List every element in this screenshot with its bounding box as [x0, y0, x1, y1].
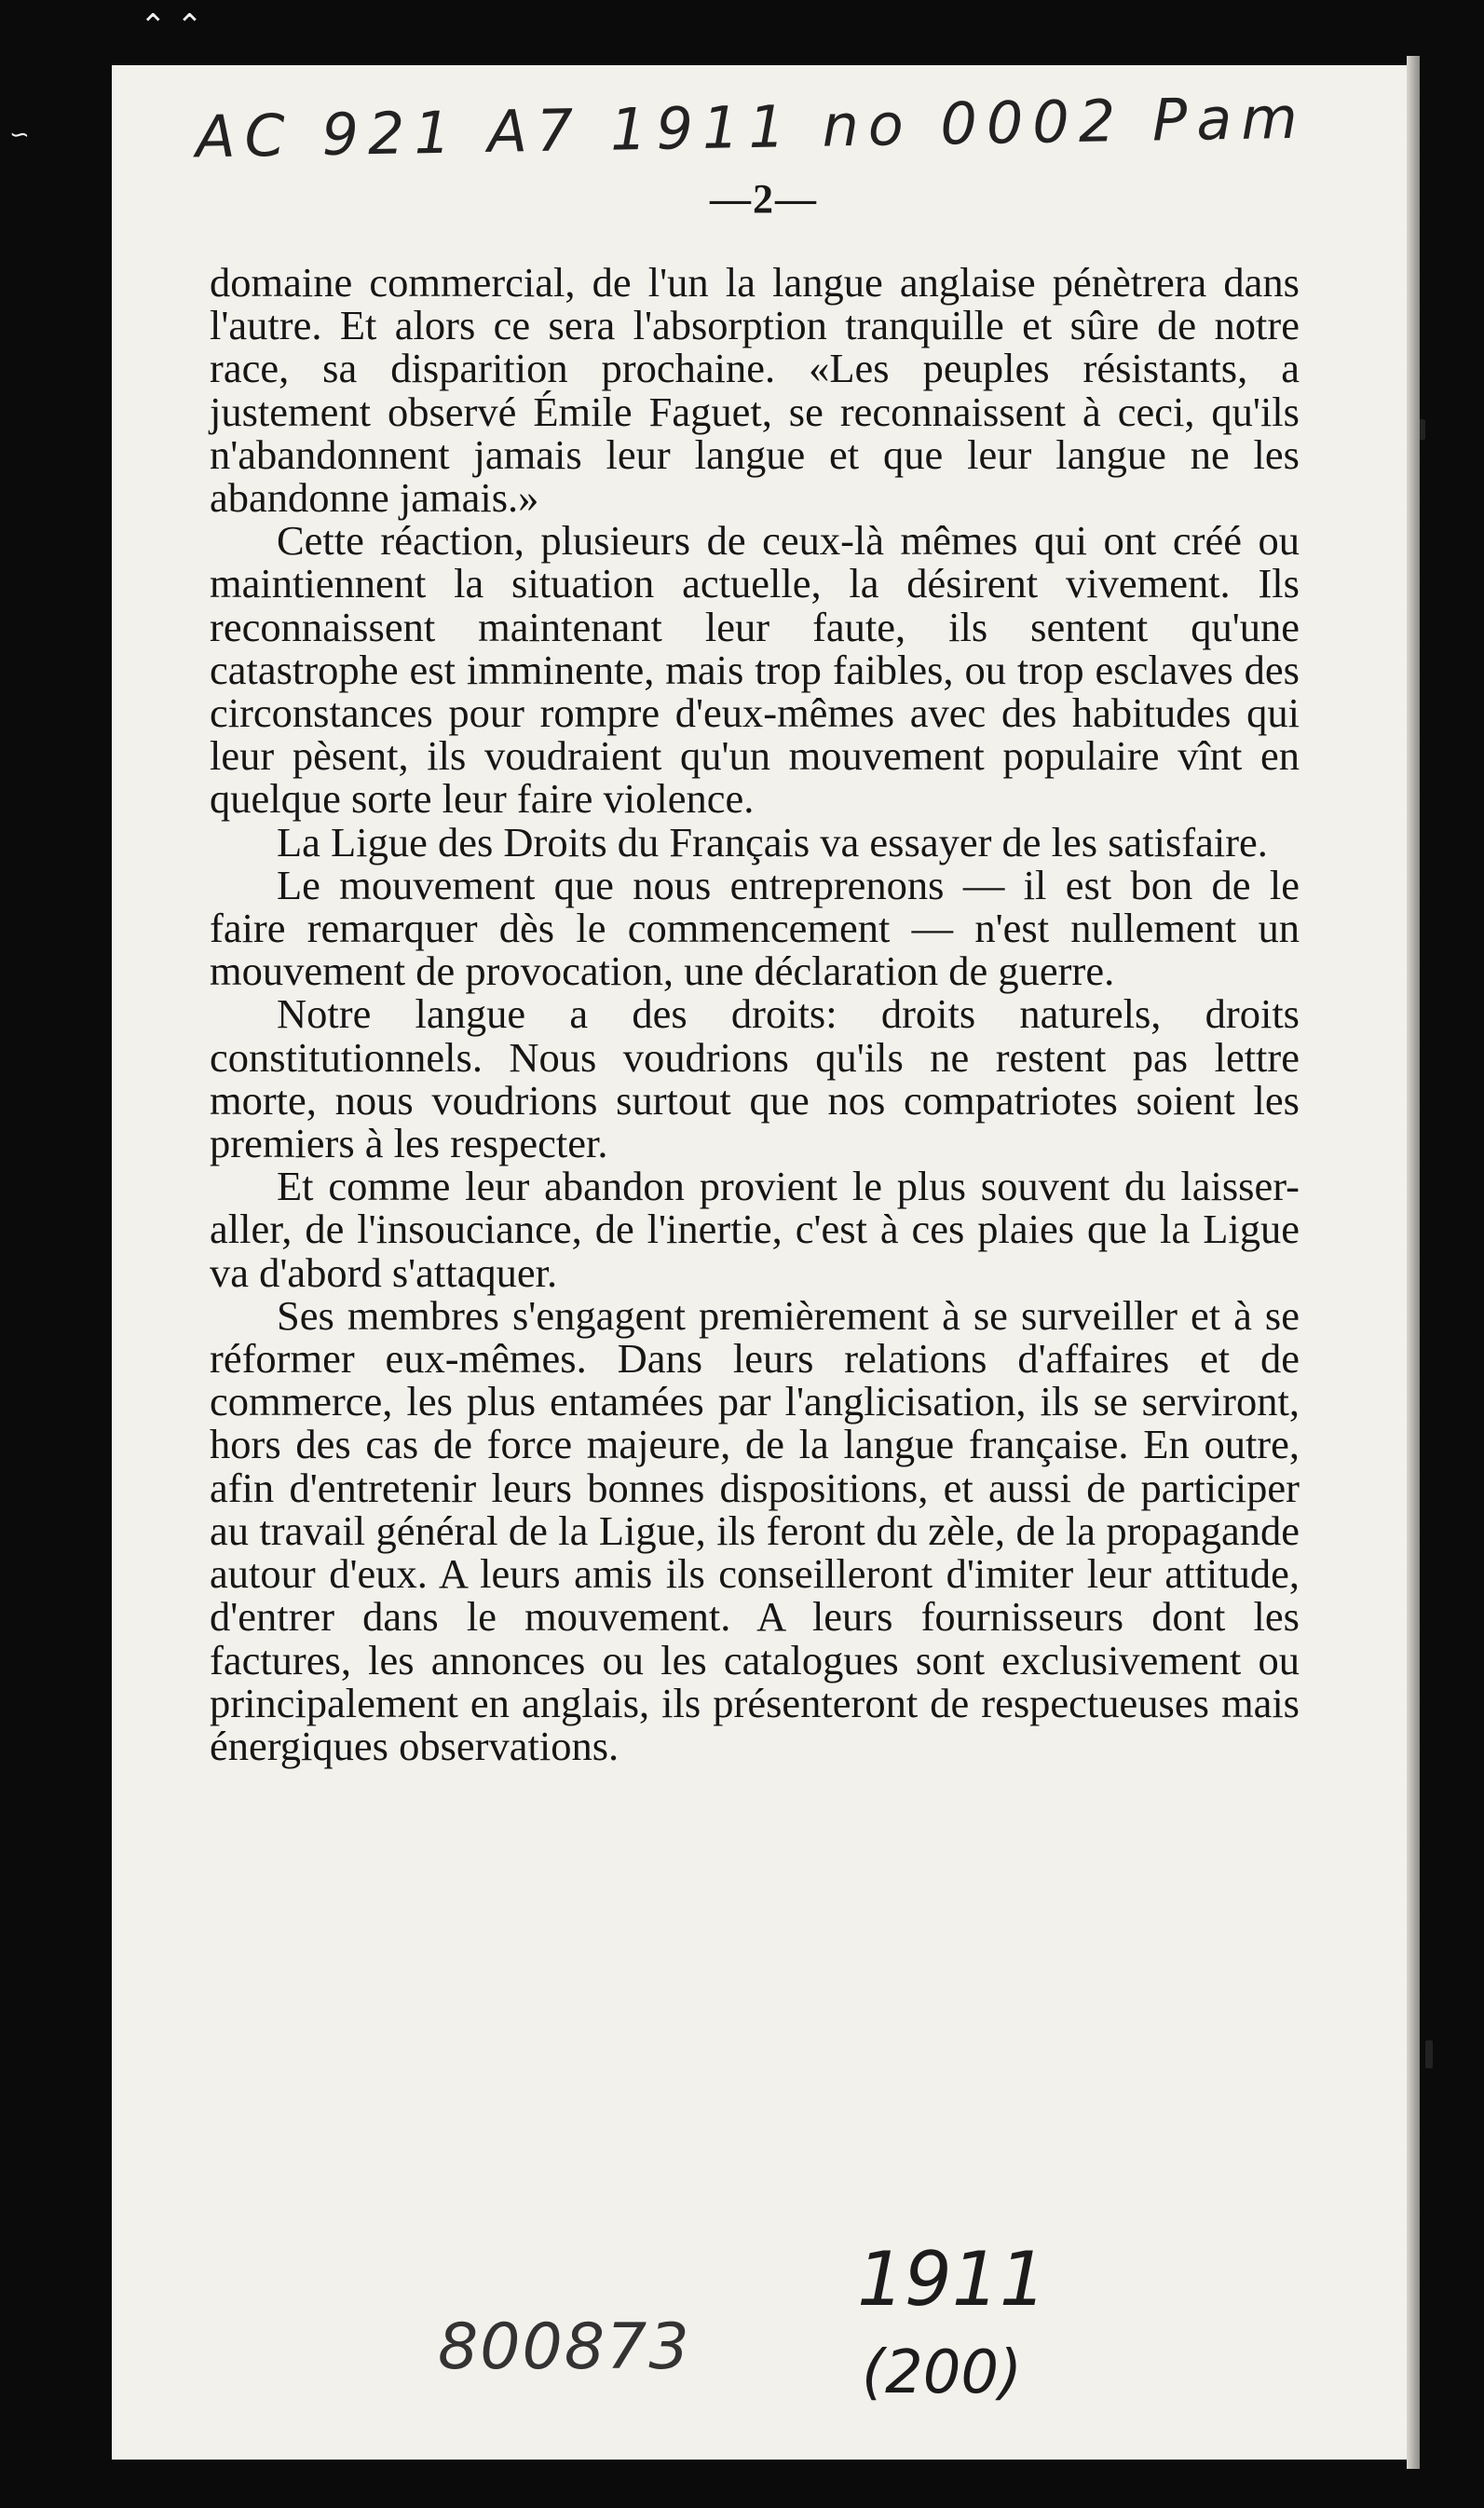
paragraph-3: La Ligue des Droits du Français va essayer de les satisfaire. — [277, 818, 1268, 866]
paragraph-2: Cette réaction, plusieurs de ceux-là mêmes qui ont créé ou maintiennent la situation actuelle, la désirent vivement. Ils reconnaissent maintenant leur faute, ils sentent qu'une catastrophe est imminente, mais trop faibles, ou trop esclaves des circonstances pour rompre d'eux-mêmes avec des habitudes qui leur pèsent, ils voudraient qu'un mouvement populaire vînt en quelque sorte leur faire violence. — [210, 517, 1300, 823]
handwritten-boxed-number: (200) — [862, 2338, 1023, 2407]
scan-mark-top-left: ⌃ ⌃ — [140, 7, 203, 45]
handwritten-year: 1911 — [857, 2236, 1047, 2323]
paragraph-1: domaine commercial, de l'un la langue anglaise pénètrera dans l'autre. Et alors ce sera l'absorption tranquille et sûre de notre race, sa disparition prochaine. «Les peuples résistants, a justement observé Émile Faguet, se reconnaissent à ceci, qu'ils n'abandonnent jamais leur langue et que leur langue ne les abandonne jamais.» — [210, 259, 1300, 522]
scan-mark-left: ∽ — [9, 121, 30, 149]
paragraph-5: Notre langue a des droits: droits naturels, droits constitutionnels. Nous voudrions qu'ils ne restent pas lettre morte, nous voudrions surtout que nos compatriotes soient les premiers à les respecter. — [210, 990, 1300, 1167]
paragraph-7: Ses membres s'engagent premièrement à se surveiller et à se réformer eux-mêmes. Dans leurs relations d'affaires et de commerce, les plus entamées par l'anglicisation, ils se serviront, hors des cas de force majeure, de la langue française. En outre, afin d'entretenir leurs bonnes dispositions, et aussi de participer au travail général de la Ligue, ils feront du zèle, de la propagande autour d'eux. A leurs amis ils conseilleront d'imiter leur attitude, d'entrer dans le mouvement. A leurs fournisseurs dont les factures, les annonces ou les catalogues sont exclusivement ou principalement en anglais, ils présenteront de respectueuses mais énergiques observations. — [210, 1291, 1300, 1769]
page-edge-shadow — [1407, 56, 1420, 2469]
paragraph-4: Le mouvement que nous entreprenons — il est bon de le faire remarquer dès le commencement — n'est nullement un mouvement de provocation, une déclaration de guerre. — [210, 861, 1300, 995]
page-number: —2— — [710, 176, 818, 222]
document-page — [112, 65, 1416, 2460]
paragraph-6: Et comme leur abandon provient le plus souvent du laisser-aller, de l'insouciance, de l'inertie, c'est à ces plaies que la Ligue va d'abord s'attaquer. — [210, 1163, 1300, 1296]
archive-reference: AC 921 A7 1911 no 0002 Pam — [195, 83, 1308, 171]
body-text — [210, 261, 1300, 1767]
handwritten-accession-number: 800873 — [438, 2310, 691, 2384]
margin-speck — [1425, 2040, 1433, 2068]
